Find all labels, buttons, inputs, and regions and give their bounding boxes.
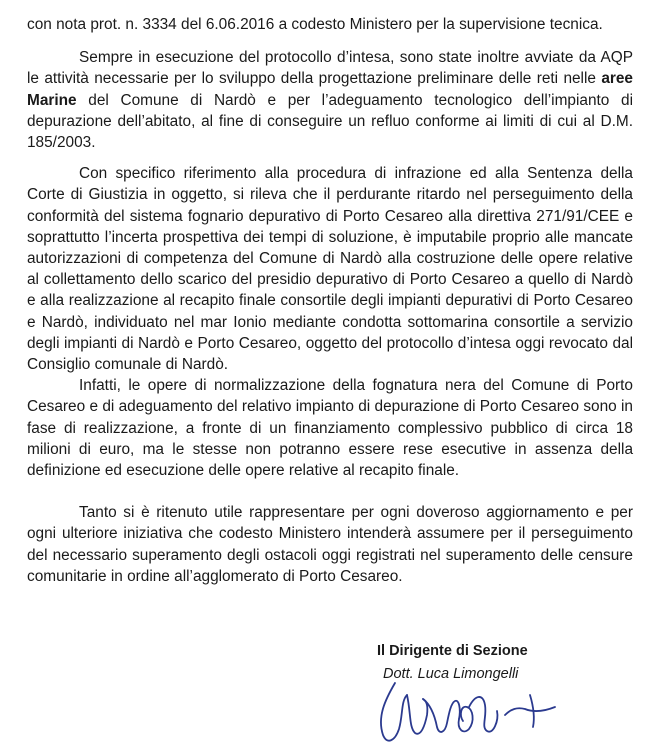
paragraph-3: [27, 163, 633, 375]
signatory-title: Il Dirigente di Sezione: [377, 643, 528, 659]
paragraph-1: [27, 14, 633, 35]
paragraph-3-text: Con specifico riferimento alla procedura di infrazione ed alla Sentenza della Corte di Giustizia in oggetto, si rileva che il perdurante ritardo nel perseguimento della conformità del sistema fognario depurativo di Porto Cesareo alla direttiva 271/91/CEE e soprattutto l’incerta prospettiva dei tempi di soluzione, è imputabile proprio alle mancate autorizzazioni di competenza del Comune di Nardò alla costruzione delle opere relative al collettamento dello scarico del presidio depurativo di Porto Cesareo a quello di Nardò e alla realizzazione al recapito finale consortile degli impianti depurativi di Porto Cesareo e Nardò, individuato nel mar Ionio mediante condotta sottomarina consortile a servizio degli impianti di Nardò e Porto Cesareo, oggetto del protocollo d’intesa oggi revocato dal Consiglio comunale di Nardò.: [27, 165, 633, 374]
paragraph-5: [27, 502, 633, 587]
paragraph-2-text-b: del Comune di Nardò e per l’adeguamento tecnologico dell’impianto di depurazione dell’abitato, al fine di conseguire un refluo conforme ai limiti di cui al D.M. 185/2003.: [27, 91, 633, 152]
paragraph-4: [27, 375, 633, 481]
paragraph-5-text: Tanto si è ritenuto utile rappresentare per ogni doveroso aggiornamento e per ogni ulteriore iniziativa che codesto Ministero intenderà assumere per il perseguimento del necessario superamento degli ostacoli oggi registrati nel superamento delle censure comunitarie in ordine all’agglomerato di Porto Cesareo.: [27, 504, 633, 585]
signatory-name: Dott. Luca Limongelli: [383, 666, 519, 682]
paragraph-1-text: con nota prot. n. 3334 del 6.06.2016 a codesto Ministero per la supervisione tecnica.: [27, 16, 603, 33]
paragraph-2: [27, 47, 633, 153]
paragraph-2-bold: aree Marine: [27, 70, 633, 109]
paragraph-2-text-a: Sempre in esecuzione del protocollo d’intesa, sono state inoltre avviate da AQP le attività necessarie per lo sviluppo della progettazione preliminare delle reti nelle: [27, 49, 633, 88]
handwritten-signature: [365, 655, 570, 750]
paragraph-4-text: Infatti, le opere di normalizzazione della fognatura nera del Comune di Porto Cesareo e di adeguamento del relativo impianto di depurazione di Porto Cesareo sono in fase di realizzazione, a fronte di un finanziamento complessivo pubblico di circa 18 milioni di euro, ma le stesse non potranno essere rese esecutive in assenza della definizione ed esecuzione delle opere relative al recapito finale.: [27, 377, 633, 480]
document-body: [27, 14, 633, 587]
